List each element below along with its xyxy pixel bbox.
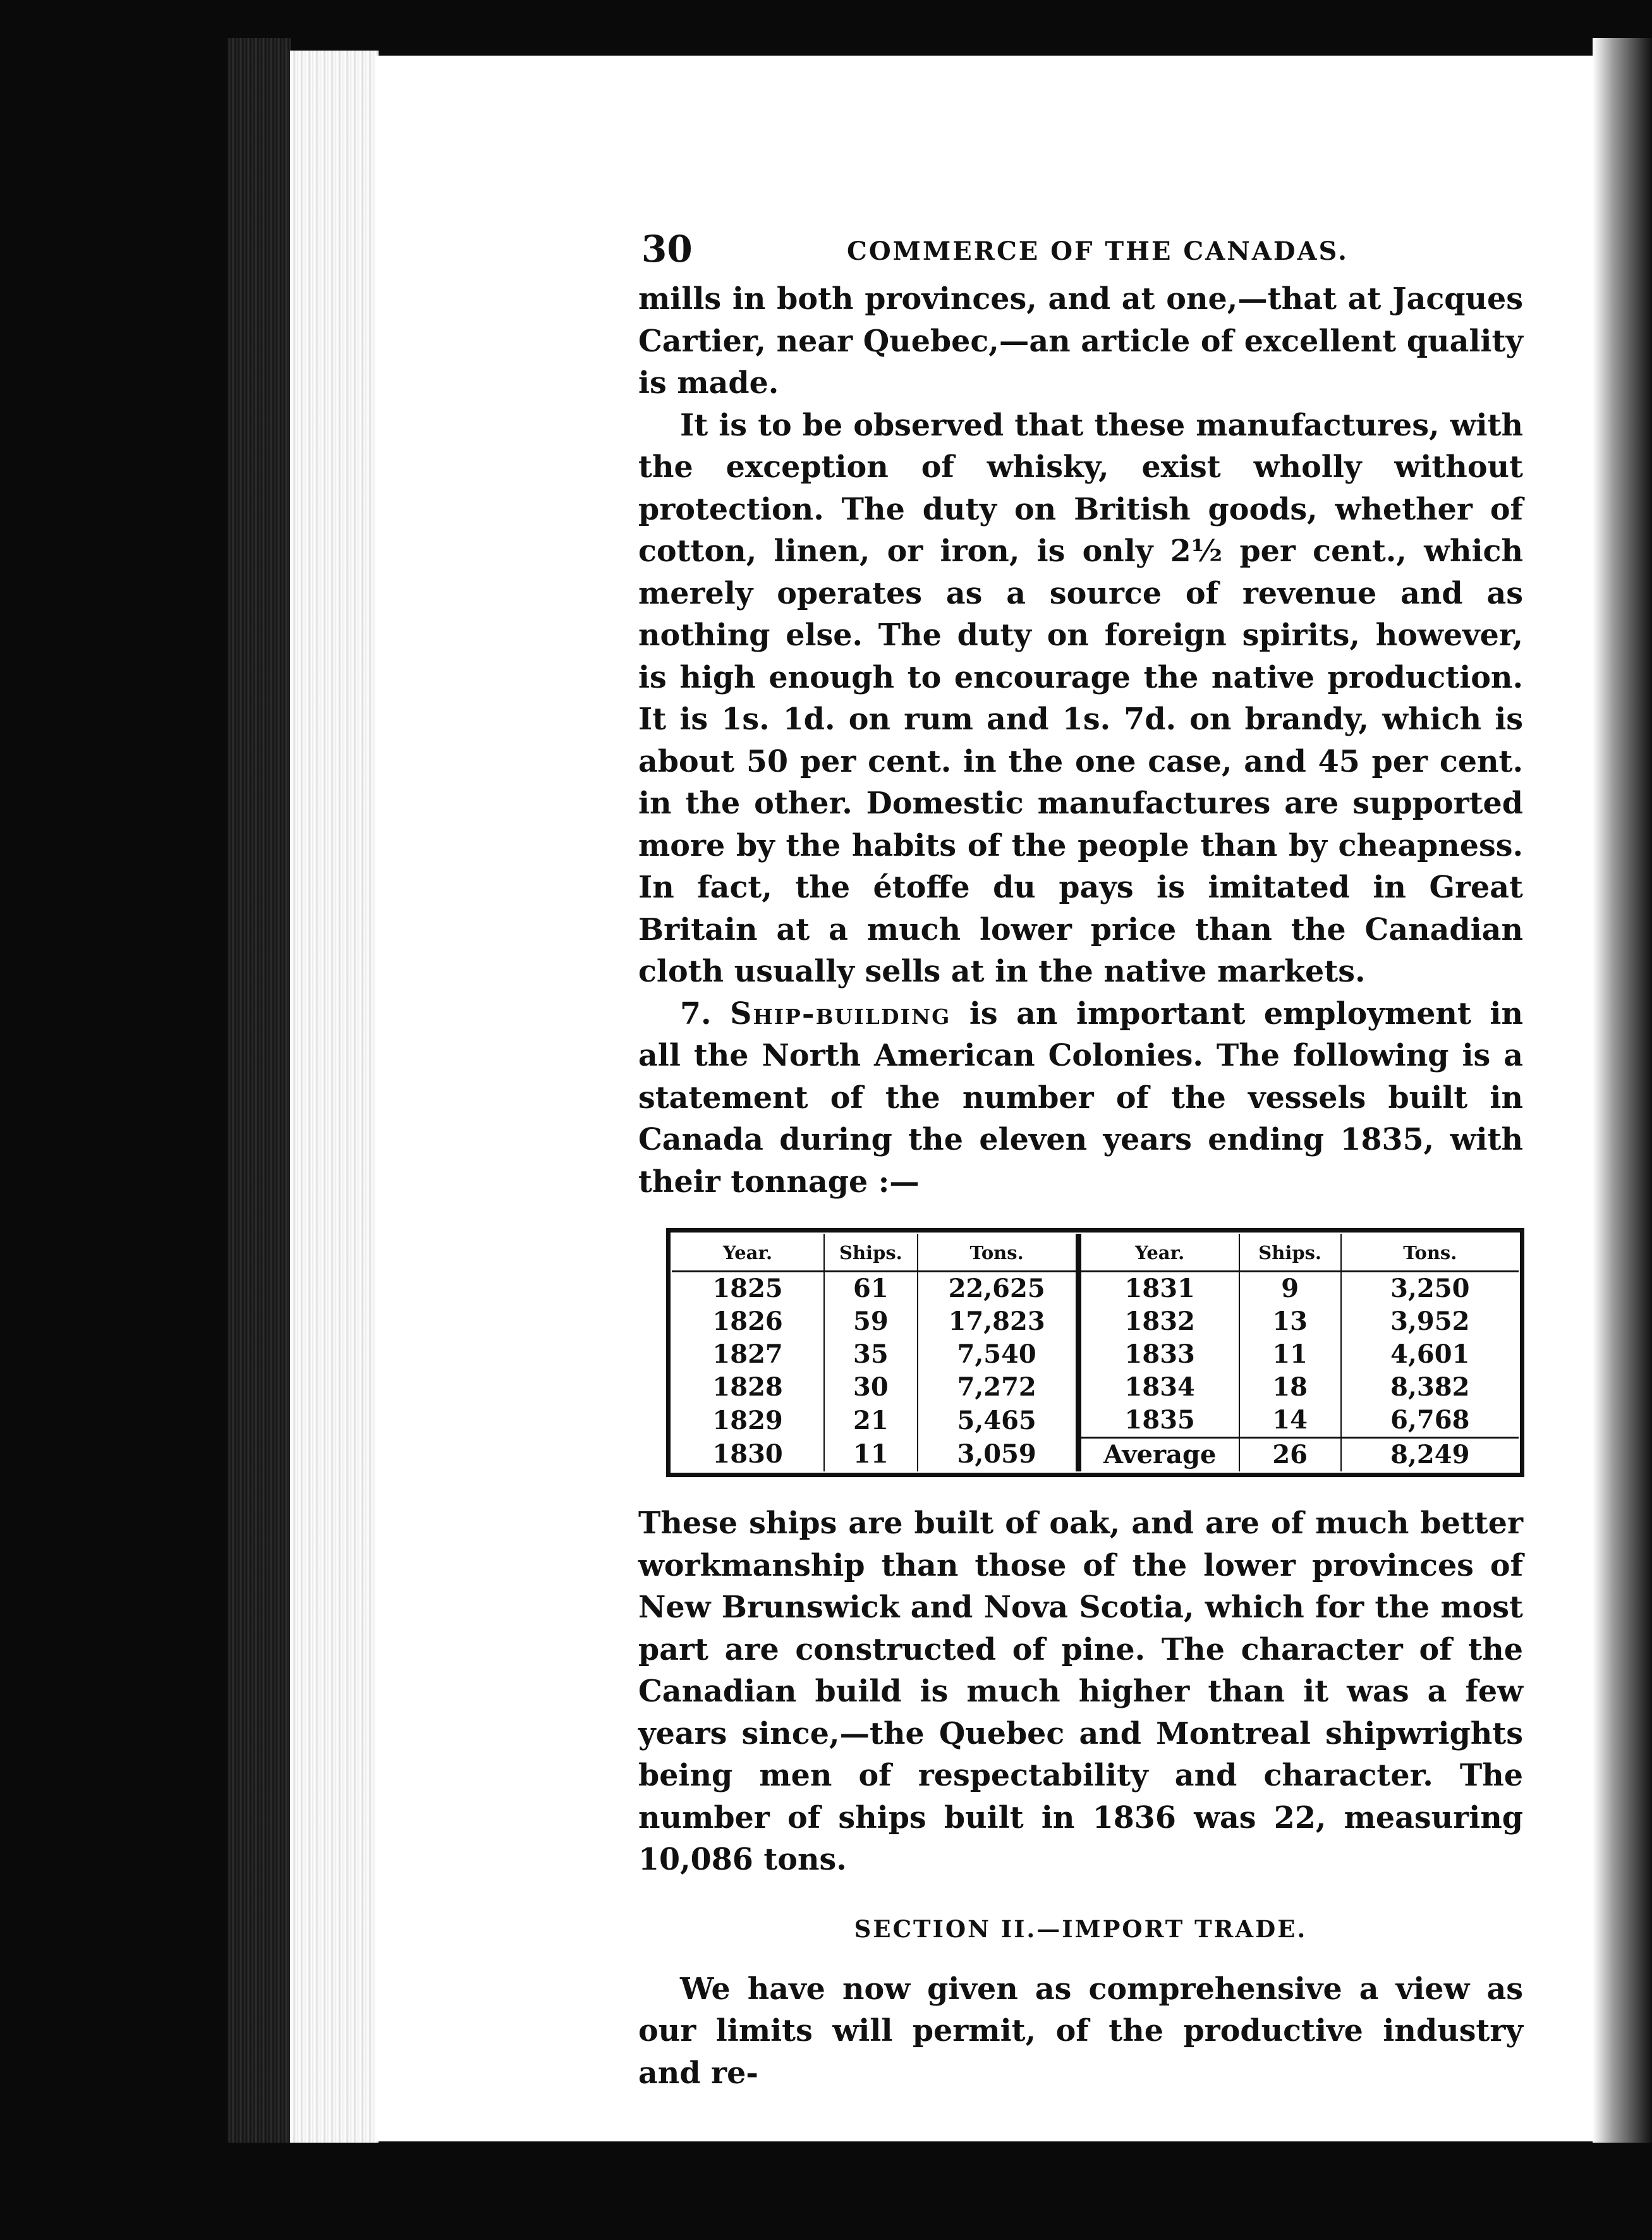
ship-building-text: is an important employment in all the North American Colonies. The following is a statement of the number of the vessels built in Canada during the eleven years ending 1835, with their tonnage :— xyxy=(638,995,1523,1200)
table-cell: 11 xyxy=(824,1438,917,1472)
table-cell: 1827 xyxy=(712,1339,783,1369)
table-cell: 9 xyxy=(1239,1272,1341,1306)
table-cell: 18 xyxy=(1239,1371,1341,1404)
ships-table-frame xyxy=(666,1228,1524,1477)
table-header-row xyxy=(672,1234,1519,1272)
table-cell: 59 xyxy=(824,1305,917,1338)
column-header: Tons. xyxy=(918,1234,1079,1272)
book-page-stack xyxy=(288,51,379,2143)
table-cell: 22,625 xyxy=(918,1272,1079,1306)
table-row xyxy=(672,1338,1519,1371)
page-number: 30 xyxy=(641,228,693,271)
table-cell: 17,823 xyxy=(918,1305,1079,1338)
paragraph-manufactures: It is to be observed that these manufactures, with the exception of whisky, exist wholly without protection. The duty on British goods, whether of cotton, linen, or iron, is only 2½ per cent., which merely operates as a source of revenue and as nothing else. The duty on foreign spirits, however, is high enough to encourage the native production. It is 1s. 1d. on rum and 1s. 7d. on brandy, which is about 50 per cent. in the one case, and 45 per cent. in the other. Domestic manufactures are supported more by the habits of the people than by cheapness. In fact, the étoffe du pays is imitated in Great Britain at a much lower price than the Canadian cloth usually sells at in the native markets. xyxy=(638,407,1523,989)
table-cell: 1828 xyxy=(712,1372,783,1402)
table-cell: 1825 xyxy=(712,1274,783,1303)
table-row xyxy=(672,1371,1519,1404)
table-cell: 3,059 xyxy=(918,1438,1079,1472)
table-cell: 1834 xyxy=(1078,1371,1239,1404)
table-cell: 1830 xyxy=(712,1439,783,1470)
ship-building-heading: Ship-building xyxy=(730,995,951,1032)
average-tons: 8,249 xyxy=(1341,1438,1519,1472)
table-cell: 4,601 xyxy=(1341,1338,1519,1371)
running-head xyxy=(638,228,1523,278)
paragraph-mills: mills in both provinces, and at one,—that at Jacques Cartier, near Quebec,—an article of excellent quality is made. xyxy=(638,281,1523,401)
table-cell: 35 xyxy=(824,1338,917,1371)
table-cell: 8,382 xyxy=(1341,1371,1519,1404)
table-cell: 61 xyxy=(824,1272,917,1306)
table-cell: 7,272 xyxy=(918,1371,1079,1404)
book-page-edges xyxy=(228,38,291,2149)
table-cell: 1826 xyxy=(712,1306,783,1336)
average-ships: 26 xyxy=(1239,1438,1341,1472)
table-cell: 1829 xyxy=(712,1405,783,1435)
table-cell: 30 xyxy=(824,1371,917,1404)
table-cell: 7,540 xyxy=(918,1338,1079,1371)
table-cell: 13 xyxy=(1239,1305,1341,1338)
table-cell: 3,952 xyxy=(1341,1305,1519,1338)
table-cell: 1833 xyxy=(1078,1338,1239,1371)
table-cell: 1832 xyxy=(1078,1305,1239,1338)
paragraph-number: 7. xyxy=(680,995,712,1032)
paragraph-import-trade: We have now given as comprehensive a view as our limits will permit, of the productive industry and re- xyxy=(638,1971,1523,2091)
table-row xyxy=(672,1404,1519,1438)
table-cell: 1831 xyxy=(1078,1272,1239,1306)
table-cell: 6,768 xyxy=(1341,1404,1519,1438)
column-header: Tons. xyxy=(1341,1234,1519,1272)
paragraph-ships-oak: These ships are built of oak, and are of much better workmanship than those of the lower provinces of New Brunswick and Nova Scotia, which for the most part are constructed of pine. The character of the Canadian build is much higher than it was a few years since,—the Quebec and Montreal shipwrights being men of respectability and character. The number of ships built in 1836 was 22, measuring 10,086 tons. xyxy=(638,1506,1523,1877)
column-header: Ships. xyxy=(824,1234,917,1272)
page-text xyxy=(638,228,1523,2094)
table-row xyxy=(672,1305,1519,1338)
paragraph-ship-building xyxy=(638,993,1523,1203)
table-cell: 11 xyxy=(1239,1338,1341,1371)
ships-built-table xyxy=(672,1234,1519,1471)
table-cell: 21 xyxy=(824,1404,917,1438)
table-row-average xyxy=(672,1438,1519,1472)
column-header: Year. xyxy=(672,1234,824,1272)
scan-background xyxy=(0,2143,1652,2240)
page-gutter-shadow xyxy=(1593,38,1652,2187)
table-cell: 1835 xyxy=(1078,1404,1239,1438)
table-cell: 14 xyxy=(1239,1404,1341,1438)
table-cell: 3,250 xyxy=(1341,1272,1519,1306)
table-cell: 5,465 xyxy=(918,1404,1079,1438)
average-label: Average xyxy=(1078,1438,1239,1472)
section-heading: SECTION II.—IMPORT TRADE. xyxy=(854,1914,1308,1943)
column-header: Year. xyxy=(1078,1234,1239,1272)
running-title: COMMERCE OF THE CANADAS. xyxy=(847,236,1349,266)
table-row xyxy=(672,1272,1519,1306)
column-header: Ships. xyxy=(1239,1234,1341,1272)
